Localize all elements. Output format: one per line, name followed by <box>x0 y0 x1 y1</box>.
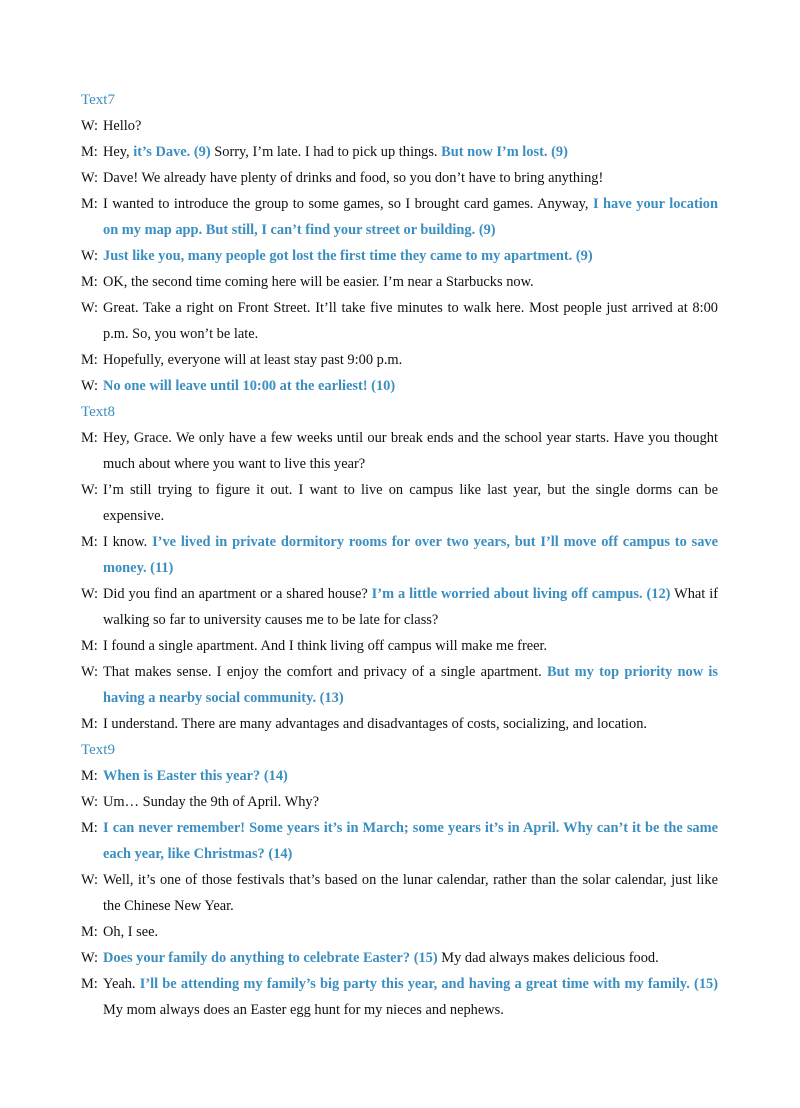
answer-highlight: Does your family do anything to celebrate Easter? (15) <box>103 950 438 966</box>
speaker-label: M: <box>81 144 98 160</box>
dialogue-line <box>81 295 718 347</box>
text-segment: I understand. There are many advantages and disadvantages of costs, socializing, and location. <box>103 716 647 732</box>
dialogue-line <box>81 789 718 815</box>
dialogue-text <box>103 945 718 971</box>
dialogue-text <box>103 477 718 529</box>
text-segment: I’m still trying to figure it out. I want to live on campus like last year, but the single dorms can be expensive. <box>103 482 718 524</box>
dialogue-text <box>103 971 718 1023</box>
text-segment: Oh, I see. <box>103 924 159 940</box>
answer-highlight: No one will leave until 10:00 at the earliest! (10) <box>103 378 396 394</box>
text-segment: Hey, <box>103 144 134 160</box>
dialogue-line <box>81 815 718 867</box>
dialogue-line <box>81 425 718 477</box>
dialogue-text <box>103 165 718 191</box>
dialogue-text <box>103 295 718 347</box>
text-segment: Hey, Grace. We only have a few weeks until our break ends and the school year starts. Have you thought much about where you want to live this year? <box>103 430 718 472</box>
dialogue-line <box>81 581 718 633</box>
dialogue-text <box>103 347 718 373</box>
text-segment: I found a single apartment. And I think living off campus will make me freer. <box>103 638 548 654</box>
dialogue-line <box>81 113 718 139</box>
answer-highlight: Just like you, many people got lost the first time they came to my apartment. (9) <box>103 248 593 264</box>
speaker-label: W: <box>81 950 99 966</box>
text-segment: I know. <box>103 534 153 550</box>
dialogue-line <box>81 763 718 789</box>
text-segment: Great. Take a right on Front Street. It’ll take five minutes to walk here. Most people just arrived at 8:00 p.m. So, you won’t be late. <box>103 300 718 342</box>
speaker-label: W: <box>81 872 99 888</box>
answer-highlight: I’m a little worried about living off campus. (12) <box>371 586 671 602</box>
text-segment: Hello? <box>103 118 142 134</box>
dialogue-text <box>103 581 718 633</box>
speaker-label: W: <box>81 664 99 680</box>
dialogue-text <box>103 633 718 659</box>
dialogue-text <box>103 711 718 737</box>
speaker-label: M: <box>81 820 98 836</box>
speaker-label: M: <box>81 716 98 732</box>
speaker-label: M: <box>81 196 98 212</box>
text-segment: Did you find an apartment or a shared house? <box>103 586 372 602</box>
dialogue-text <box>103 659 718 711</box>
text-segment: My dad always makes delicious food. <box>437 950 659 966</box>
speaker-label: W: <box>81 586 99 602</box>
answer-highlight: But my top priority now is having a nearby social community. (13) <box>103 664 718 706</box>
dialogue-line <box>81 347 718 373</box>
dialogue-text <box>103 373 718 399</box>
text-segment: OK, the second time coming here will be easier. I’m near a Starbucks now. <box>103 274 534 290</box>
text-segment: What if walking so far to university causes me to be late for class? <box>103 586 718 628</box>
dialogue-line <box>81 659 718 711</box>
speaker-label: W: <box>81 482 99 498</box>
dialogue-text <box>103 139 718 165</box>
answer-highlight: When is Easter this year? (14) <box>103 768 288 784</box>
speaker-label: M: <box>81 976 98 992</box>
answer-highlight: But now I’m lost. (9) <box>441 144 568 160</box>
answer-highlight: I’ll be attending my family’s big party this year, and having a great time with my family. (15) <box>139 976 718 992</box>
speaker-label: W: <box>81 248 99 264</box>
speaker-label: M: <box>81 768 98 784</box>
speaker-label: M: <box>81 924 98 940</box>
dialogue-line <box>81 633 718 659</box>
dialogue-text <box>103 269 718 295</box>
dialogue-line <box>81 711 718 737</box>
text-segment: Sorry, I’m late. I had to pick up things. <box>210 144 442 160</box>
text-segment: Yeah. <box>103 976 140 992</box>
text-segment: Dave! We already have plenty of drinks and food, so you don’t have to bring anything! <box>103 170 604 186</box>
dialogue-line <box>81 971 718 1023</box>
text-segment: I wanted to introduce the group to some games, so I brought card games. Anyway, <box>103 196 593 212</box>
speaker-label: W: <box>81 378 99 394</box>
dialogue-line <box>81 165 718 191</box>
dialogue-text <box>103 763 718 789</box>
dialogue-text <box>103 529 718 581</box>
dialogue-text <box>103 425 718 477</box>
dialogue-line <box>81 243 718 269</box>
answer-highlight: I can never remember! Some years it’s in March; some years it’s in April. Why can’t it be the same each year, like Christmas? (14) <box>103 820 718 862</box>
dialogue-line <box>81 269 718 295</box>
speaker-label: M: <box>81 430 98 446</box>
dialogue-line <box>81 867 718 919</box>
speaker-label: M: <box>81 638 98 654</box>
text-segment: Well, it’s one of those festivals that’s based on the lunar calendar, rather than the solar calendar, just like the Chinese New Year. <box>103 872 718 914</box>
dialogue-text <box>103 191 718 243</box>
speaker-label: W: <box>81 794 99 810</box>
speaker-label: W: <box>81 170 99 186</box>
speaker-label: M: <box>81 274 98 290</box>
dialogue-text <box>103 789 718 815</box>
dialogue-line <box>81 373 718 399</box>
speaker-label: M: <box>81 352 98 368</box>
text-segment: Um… Sunday the 9th of April. Why? <box>103 794 319 810</box>
text-segment: That makes sense. I enjoy the comfort and privacy of a single apartment. <box>103 664 547 680</box>
section-title: Text8 <box>81 404 115 420</box>
section-title: Text7 <box>81 92 115 108</box>
dialogue-text <box>103 815 718 867</box>
text-segment: My mom always does an Easter egg hunt for my nieces and nephews. <box>103 1002 504 1018</box>
dialogue-text <box>103 243 718 269</box>
dialogue-line <box>81 477 718 529</box>
dialogue-line <box>81 945 718 971</box>
text-segment: Hopefully, everyone will at least stay past 9:00 p.m. <box>103 352 403 368</box>
speaker-label: M: <box>81 534 98 550</box>
dialogue-line <box>81 191 718 243</box>
dialogue-line <box>81 139 718 165</box>
answer-highlight: I have your location on my map app. But still, I can’t find your street or building. (9) <box>103 196 718 238</box>
dialogue-text <box>103 113 718 139</box>
dialogue-text <box>103 919 718 945</box>
section-title: Text9 <box>81 742 115 758</box>
speaker-label: W: <box>81 300 99 316</box>
speaker-label: W: <box>81 118 99 134</box>
dialogue-text <box>103 867 718 919</box>
answer-highlight: I’ve lived in private dormitory rooms for over two years, but I’ll move off campus to save money. (11) <box>103 534 718 576</box>
dialogue-line <box>81 919 718 945</box>
answer-highlight: it’s Dave. (9) <box>133 144 211 160</box>
transcript-document <box>81 87 718 1023</box>
dialogue-line <box>81 529 718 581</box>
